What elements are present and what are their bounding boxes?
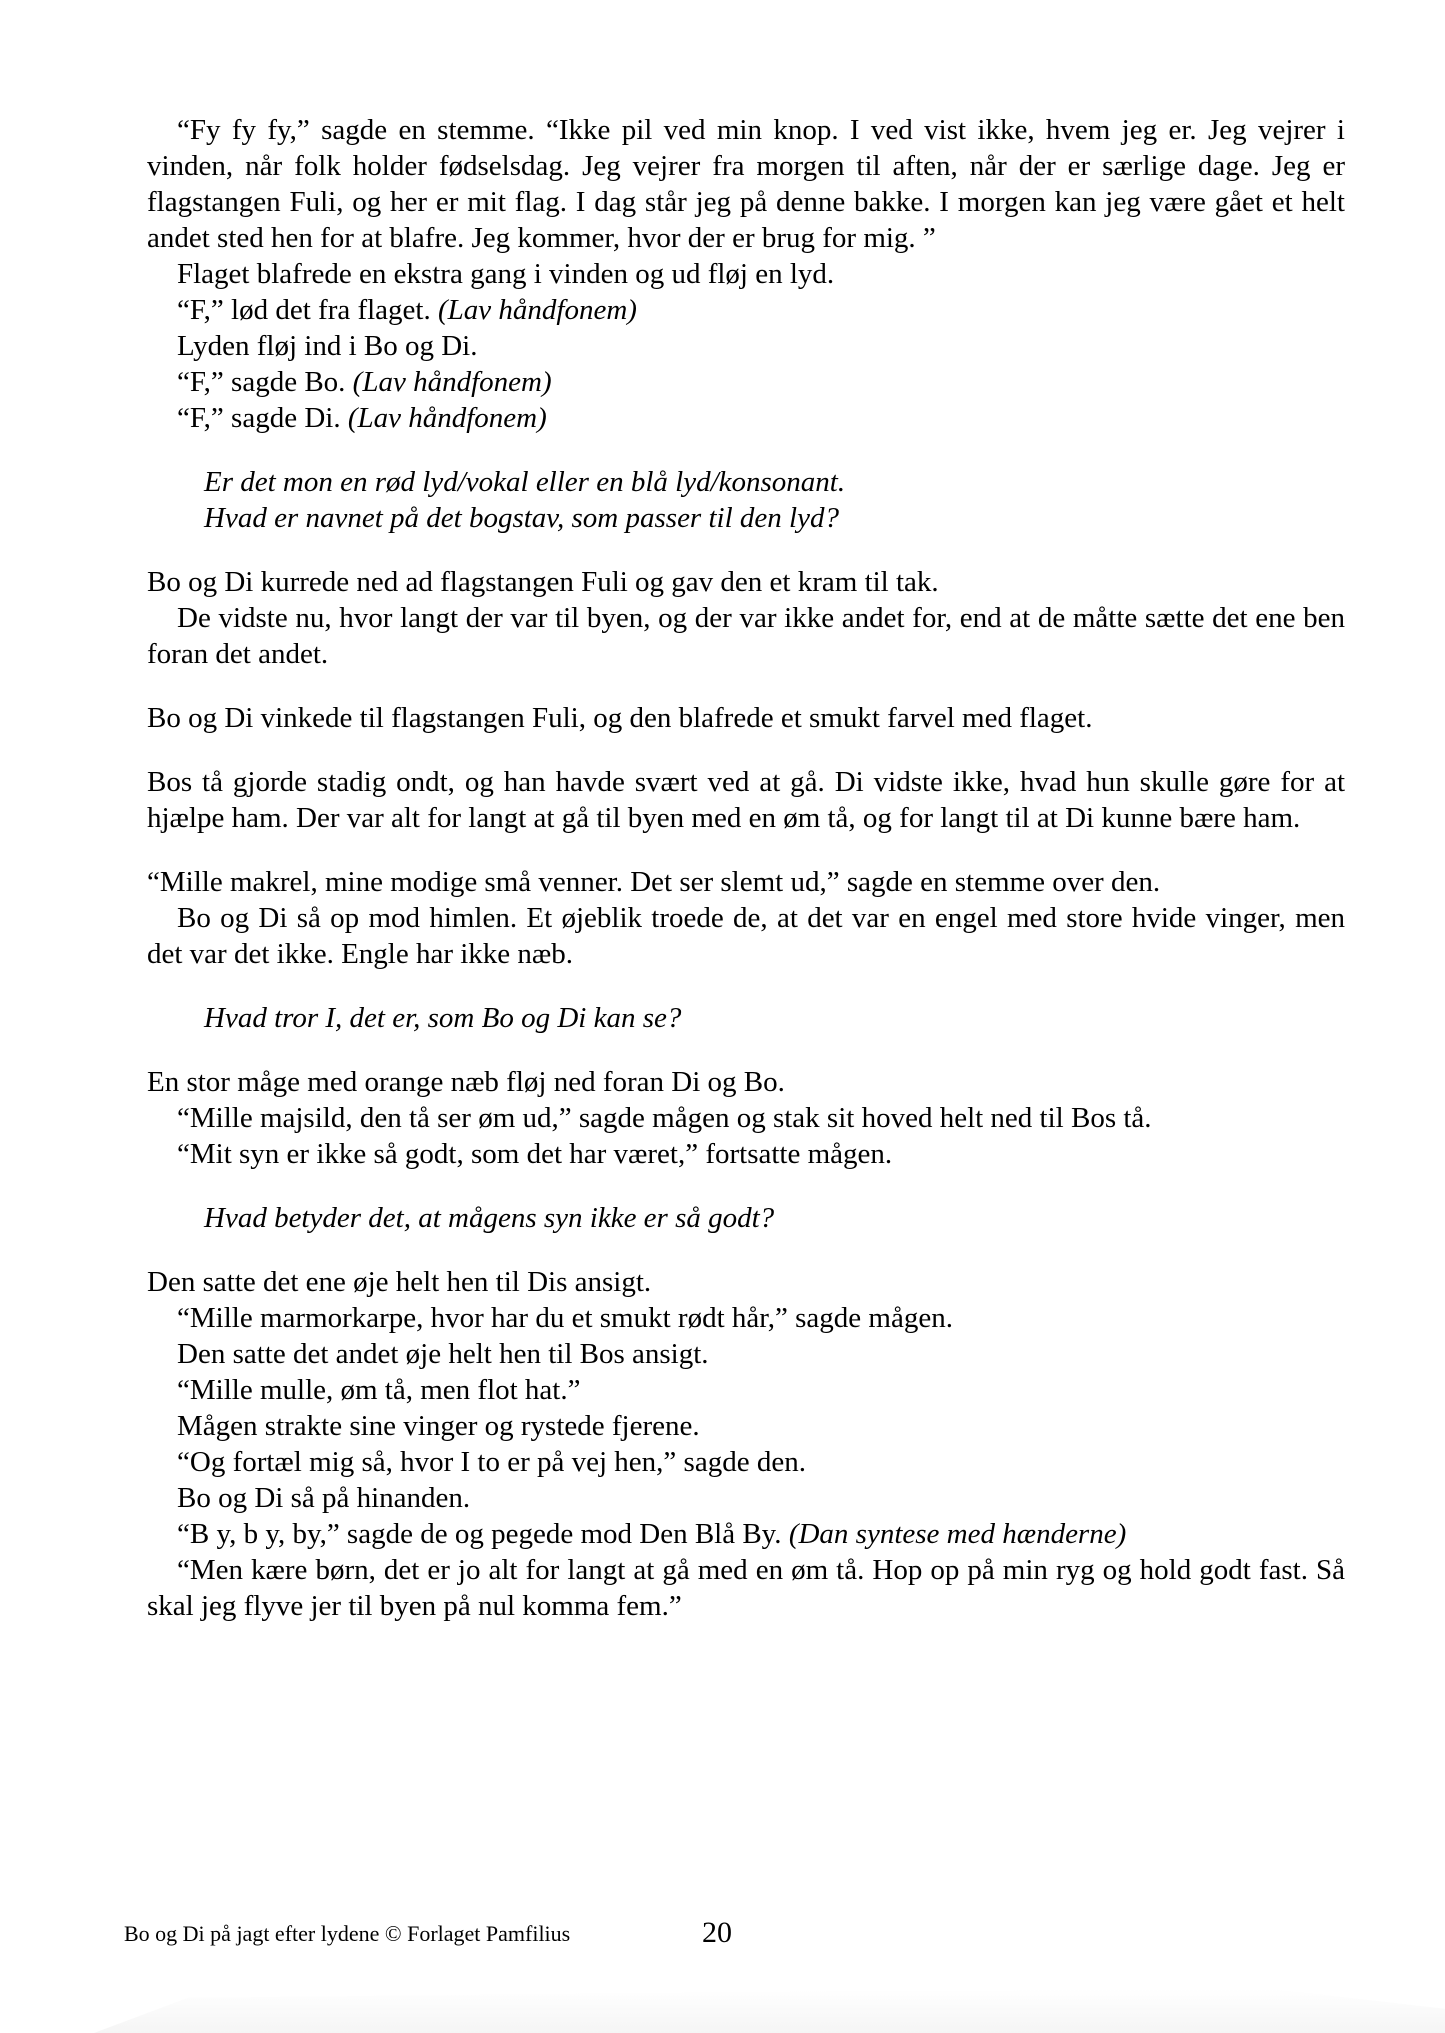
paragraph-other-eye [147,1336,1345,1372]
paragraph-by-by [147,1516,1345,1552]
text-run: Den satte det ene øje helt hen til Dis ansigt. [147,1266,652,1298]
text-run: Den satte det andet øje helt hen til Bos ansigt. [177,1338,709,1370]
text-run: “Mit syn er ikke så godt, som det har været,” fortsatte mågen. [177,1138,893,1170]
question-block-sound [204,464,1345,500]
text-run: “Mille makrel, mine modige små venner. Det ser slemt ud,” sagde en stemme over den. [147,866,1161,898]
question-block-letter [204,500,1345,536]
text-run: Bo og Di kurrede ned ad flagstangen Fuli og gav den et kram til tak. [147,566,939,598]
text-run: “F,” sagde Di. [177,402,348,434]
paragraph-one-eye [147,1264,1345,1300]
text-run: Bos tå gjorde stadig ondt, og han havde svært ved at gå. Di vidste ikke, hvad hun skulle gøre for at hjælpe ham. Der var alt for langt at gå til byen med en øm tå, og for langt til at Di kunne bære ham. [147,766,1345,834]
text-run: “Men kære børn, det er jo alt for langt at gå med en øm tå. Hop op på min ryg og hold godt fast. Så skal jeg flyve jer til byen på nul komma fem.” [147,1554,1345,1622]
text-run: En stor måge med orange næb fløj ned foran Di og Bo. [147,1066,785,1098]
paragraph-looked-up [147,900,1345,972]
stage-direction: (Lav håndfonem) [352,366,552,398]
text-content [147,112,1345,1624]
paragraph-f-from-flag [147,292,1345,328]
paragraph-f-di [147,400,1345,436]
footer-book-title: Bo og Di på jagt efter lydene © Forlaget Pamfilius [124,1921,571,1946]
text-run: Lyden fløj ind i Bo og Di. [177,330,478,362]
stage-direction: Er det mon en rød lyd/vokal eller en blå lyd/konsonant. [204,466,846,498]
paragraph-stretched-wings [147,1408,1345,1444]
text-run: Mågen strakte sine vinger og rystede fjerene. [177,1410,700,1442]
paragraph-mille-majsild [147,1100,1345,1136]
paragraph-waved-goodbye [147,700,1345,736]
paragraph-my-sight [147,1136,1345,1172]
paragraph-mille-marmorkarpe [147,1300,1345,1336]
paragraph-flag-flapped [147,256,1345,292]
stage-direction: Hvad tror I, det er, som Bo og Di kan se? [204,1002,682,1034]
paragraph-flagpole-speech [147,112,1345,256]
paragraph-sore-toe [147,764,1345,836]
text-run: “Og fortæl mig så, hvor I to er på vej hen,” sagde den. [177,1446,806,1478]
text-run: “B y, b y, by,” sagde de og pegede mod Den Blå By. [177,1518,789,1550]
question-block-what-see [204,1000,1345,1036]
text-run: Bo og Di så på hinanden. [177,1482,471,1514]
stage-direction: (Lav håndfonem) [347,402,547,434]
paragraph-mille-makrel [147,864,1345,900]
page-bottom-shadow [0,1989,1445,2033]
text-run: Flaget blafrede en ekstra gang i vinden og ud fløj en lyd. [177,258,835,290]
text-run: “F,” sagde Bo. [177,366,353,398]
text-run: De vidste nu, hvor langt der var til byen, og der var ikke andet for, end at de måtte sætte det ene ben foran det andet. [147,602,1345,670]
stage-direction: Hvad er navnet på det bogstav, som passer til den lyd? [204,502,839,534]
paragraph-seagull [147,1064,1345,1100]
text-run: “F,” lød det fra flaget. [177,294,438,326]
paragraph-sound-flew [147,328,1345,364]
paragraph-climbed-down [147,564,1345,600]
text-run: Bo og Di så op mod himlen. Et øjeblik troede de, at det var en engel med store hvide vinger, men det var det ikke. Engle har ikke næb. [147,902,1345,970]
paragraph-looked-at-each-other [147,1480,1345,1516]
paragraph-mille-mulle [147,1372,1345,1408]
stage-direction: Hvad betyder det, at mågens syn ikke er så godt? [204,1202,775,1234]
stage-direction: (Lav håndfonem) [438,294,637,326]
paragraph-where-going [147,1444,1345,1480]
paragraph-f-bo [147,364,1345,400]
stage-direction: (Dan syntese med hænderne) [788,1518,1127,1550]
text-run: “Mille majsild, den tå ser øm ud,” sagde mågen og stak sit hoved helt ned til Bos tå. [177,1102,1152,1134]
question-block-sight [204,1200,1345,1236]
text-run: “Fy fy fy,” sagde en stemme. “Ikke pil ved min knop. I ved vist ikke, hvem jeg er. Jeg vejrer i vinden, når folk holder fødselsdag. Jeg vejrer fra morgen til aften, når der er særlige dage. Jeg er flagstangen Fuli, og her er mit flag. I dag står jeg på denne bakke. I morgen kan jeg være gået et helt andet sted hen for at blafre. Jeg kommer, hvor der er brug for mig. ” [147,114,1345,254]
text-run: “Mille mulle, øm tå, men flot hat.” [177,1374,581,1406]
paragraph-hop-on [147,1552,1345,1624]
page-number: 20 [702,1916,732,1949]
text-run: “Mille marmorkarpe, hvor har du et smukt rødt hår,” sagde mågen. [177,1302,953,1334]
text-run: Bo og Di vinkede til flagstangen Fuli, og den blafrede et smukt farvel med flaget. [147,702,1093,734]
paragraph-they-knew [147,600,1345,672]
